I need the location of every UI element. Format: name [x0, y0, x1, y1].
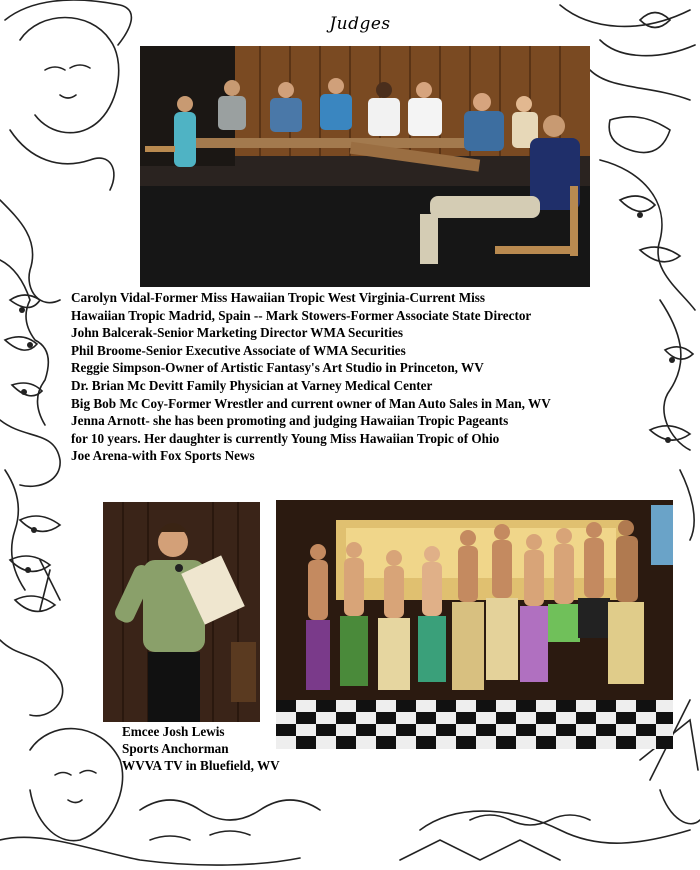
caption-line: Joe Arena-with Fox Sports News: [71, 448, 255, 464]
judges-caption: [71, 289, 691, 465]
caption-line: Reggie Simpson-Owner of Artistic Fantasy's Art Studio in Princeton, WV: [71, 360, 484, 376]
caption-line: Sports Anchorman: [122, 741, 229, 756]
emcee-photo: [103, 502, 260, 722]
caption-line: Jenna Arnott- she has been promoting and judging Hawaiian Tropic Pageants: [71, 413, 509, 429]
caption-line: John Balcerak-Senior Marketing Director WMA Securities: [71, 325, 403, 341]
caption-line: Hawaiian Tropic Madrid, Spain -- Mark Stowers-Former Associate State Director: [71, 307, 532, 323]
caption-line: Big Bob Mc Coy-Former Wrestler and current owner of Man Auto Sales in Man, WV: [71, 395, 551, 411]
caption-line: Phil Broome-Senior Executive Associate of WMA Securities: [71, 342, 406, 358]
caption-line: Carolyn Vidal-Former Miss Hawaiian Tropic West Virginia-Current Miss: [71, 290, 486, 305]
caption-line: Emcee Josh Lewis: [122, 724, 225, 739]
contestants-photo: [276, 500, 673, 749]
emcee-caption: [122, 723, 292, 774]
caption-line: Dr. Brian Mc Devitt Family Physician at Varney Medical Center: [71, 377, 433, 393]
caption-line: for 10 years. Her daughter is currently Young Miss Hawaiian Tropic of Ohio: [71, 430, 500, 446]
caption-line: WVVA TV in Bluefield, WV: [122, 758, 280, 773]
judges-photo: [140, 46, 590, 287]
page-title: Judges: [329, 14, 391, 34]
